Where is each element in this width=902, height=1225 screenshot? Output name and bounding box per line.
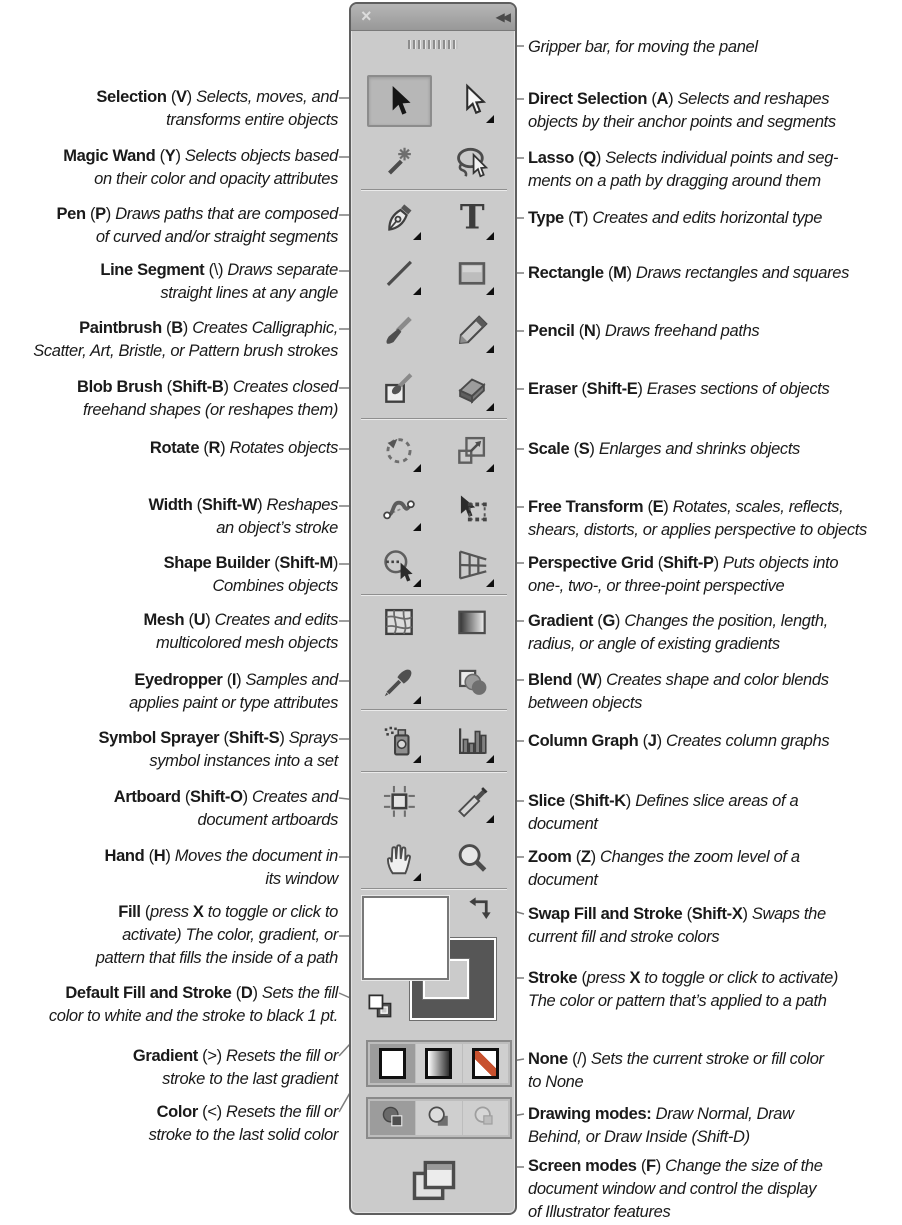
annotation-shape-builder: Shape Builder (Shift-M) Combines objects bbox=[163, 554, 338, 595]
annotation-zoom: Zoom (Z) Changes the zoom level of a document bbox=[528, 848, 800, 889]
annotation-paintbrush: Paintbrush (B) Creates Calligraphic, Scatter, Art, Bristle, or Pattern brush strokes bbox=[33, 319, 338, 360]
tool-pen[interactable] bbox=[377, 196, 421, 240]
annotation-direct-selection: Direct Selection (A) Selects and reshapes objects by their anchor points and segments bbox=[528, 90, 836, 131]
close-icon[interactable]: × bbox=[361, 6, 372, 26]
panel-titlebar bbox=[351, 4, 515, 31]
draw-inside-button[interactable] bbox=[463, 1101, 508, 1135]
mini-fill-stroke-icon bbox=[365, 1009, 395, 1024]
separator bbox=[361, 594, 507, 596]
annotation-stroke: Stroke (press X to toggle or click to activate) The color or pattern that’s applied to a path bbox=[528, 969, 839, 1010]
zoom-icon bbox=[453, 840, 491, 878]
flyout-triangle-icon bbox=[413, 873, 421, 881]
annotation-blob-brush: Blob Brush (Shift-B) Creates closed freehand shapes (or reshapes them) bbox=[77, 378, 338, 419]
annotation-pen: Pen (P) Draws paths that are composed of curved and/or straight segments bbox=[56, 205, 338, 246]
draw-normal-icon bbox=[379, 1103, 407, 1134]
tool-zoom[interactable] bbox=[450, 837, 494, 881]
tool-free-transform[interactable] bbox=[450, 487, 494, 531]
annotation-drawing-modes: Drawing modes: Draw Normal, Draw Behind, or Draw Inside (Shift-D) bbox=[528, 1105, 794, 1146]
screen-modes-icon bbox=[408, 1195, 460, 1210]
gradient-icon bbox=[453, 603, 491, 641]
flyout-triangle-icon bbox=[413, 287, 421, 295]
flyout-triangle-icon bbox=[413, 755, 421, 763]
annotation-default-fill-stroke: Default Fill and Stroke (D) Sets the fill color to white and the stroke to black 1 pt. bbox=[48, 984, 338, 1025]
annotation-rotate: Rotate (R) Rotates objects bbox=[149, 439, 338, 457]
tool-direct-selection[interactable] bbox=[450, 79, 494, 123]
separator bbox=[361, 888, 507, 890]
annotation-gradient-reset: Gradient (>) Resets the fill or stroke to the last gradient bbox=[132, 1047, 338, 1088]
tool-hand[interactable] bbox=[377, 837, 421, 881]
selection-icon bbox=[380, 82, 418, 120]
flyout-triangle-icon bbox=[486, 403, 494, 411]
separator bbox=[361, 771, 507, 773]
none-button[interactable] bbox=[463, 1044, 508, 1083]
swap-arrows-icon bbox=[465, 911, 495, 926]
tool-blend[interactable] bbox=[450, 660, 494, 704]
annotation-hand: Hand (H) Moves the document in its window bbox=[104, 847, 338, 888]
annotation-rectangle: Rectangle (M) Draws rectangles and squares bbox=[528, 264, 849, 282]
flyout-triangle-icon bbox=[486, 345, 494, 353]
annotation-lasso: Lasso (Q) Selects individual points and seg- ments on a path by dragging around them bbox=[528, 149, 839, 190]
tool-slice[interactable] bbox=[450, 779, 494, 823]
annotation-magic-wand: Magic Wand (Y) Selects objects based on their color and opacity attributes bbox=[63, 147, 338, 188]
tool-pencil[interactable] bbox=[450, 309, 494, 353]
gripper-bar[interactable] bbox=[408, 40, 458, 49]
flyout-triangle-icon bbox=[486, 232, 494, 240]
annotation-symbol-sprayer: Symbol Sprayer (Shift-S) Sprays symbol instances into a set bbox=[98, 729, 338, 770]
color-button[interactable] bbox=[370, 1044, 415, 1083]
drawing-modes-row bbox=[366, 1097, 512, 1139]
annotation-gradient-tool: Gradient (G) Changes the position, length, radius, or angle of existing gradients bbox=[528, 612, 828, 653]
tool-magic-wand[interactable] bbox=[377, 140, 421, 184]
gradient-button[interactable] bbox=[416, 1044, 461, 1083]
tool-eyedropper[interactable] bbox=[377, 660, 421, 704]
tool-blob-brush[interactable] bbox=[377, 367, 421, 411]
tool-rotate[interactable] bbox=[377, 428, 421, 472]
annotation-color-reset: Color (<) Resets the fill or stroke to the last solid color bbox=[148, 1103, 338, 1144]
flyout-triangle-icon bbox=[486, 115, 494, 123]
tool-symbol-sprayer[interactable] bbox=[377, 719, 421, 763]
tool-type[interactable] bbox=[450, 196, 494, 240]
separator bbox=[361, 709, 507, 711]
annotation-width: Width (Shift-W) Reshapes an object’s stroke bbox=[148, 496, 338, 537]
artboard-icon bbox=[380, 782, 418, 820]
mesh-icon bbox=[380, 603, 418, 641]
annotation-type: Type (T) Creates and edits horizontal type bbox=[528, 209, 823, 227]
tool-eraser[interactable] bbox=[450, 367, 494, 411]
draw-behind-button[interactable] bbox=[416, 1101, 461, 1135]
tool-column-graph[interactable] bbox=[450, 719, 494, 763]
tool-width[interactable] bbox=[377, 487, 421, 531]
right-annotation-column bbox=[528, 0, 902, 1225]
tools-panel bbox=[349, 2, 517, 1215]
gradient-swatch-icon bbox=[425, 1048, 452, 1079]
tool-paintbrush[interactable] bbox=[377, 309, 421, 353]
annotation-mesh: Mesh (U) Creates and edits multicolored mesh objects bbox=[143, 611, 338, 652]
annotation-swap-fill-stroke: Swap Fill and Stroke (Shift-X) Swaps the current fill and stroke colors bbox=[528, 905, 826, 946]
screen-modes-button[interactable] bbox=[405, 1155, 463, 1205]
separator bbox=[361, 418, 507, 420]
left-annotation-column bbox=[0, 0, 338, 1225]
collapse-panel-icon[interactable]: ◀◀ bbox=[495, 10, 508, 24]
tool-artboard[interactable] bbox=[377, 779, 421, 823]
annotation-eyedropper: Eyedropper (I) Samples and applies paint or type attributes bbox=[129, 671, 338, 712]
lasso-icon bbox=[453, 143, 491, 181]
annotation-perspective-grid: Perspective Grid (Shift-P) Puts objects into one-, two-, or three-point perspective bbox=[528, 554, 839, 595]
flyout-triangle-icon bbox=[486, 579, 494, 587]
flyout-triangle-icon bbox=[413, 523, 421, 531]
tool-mesh[interactable] bbox=[377, 600, 421, 644]
annotation-selection: Selection (V) Selects, moves, and transforms entire objects bbox=[96, 88, 338, 129]
annotation-gripper: Gripper bar, for moving the panel bbox=[528, 38, 758, 56]
annotation-pencil: Pencil (N) Draws freehand paths bbox=[528, 322, 760, 340]
annotation-none: None (/) Sets the current stroke or fill color to None bbox=[528, 1050, 824, 1091]
blend-icon bbox=[453, 663, 491, 701]
flyout-triangle-icon bbox=[413, 464, 421, 472]
flyout-triangle-icon bbox=[413, 232, 421, 240]
annotation-artboard: Artboard (Shift-O) Creates and document artboards bbox=[113, 788, 338, 829]
swap-fill-stroke-button[interactable] bbox=[464, 893, 496, 925]
draw-behind-icon bbox=[425, 1103, 453, 1134]
tool-rectangle[interactable] bbox=[450, 251, 494, 295]
flyout-triangle-icon bbox=[413, 579, 421, 587]
tool-shape-builder[interactable] bbox=[377, 543, 421, 587]
draw-normal-button[interactable] bbox=[370, 1101, 415, 1135]
annotation-fill: Fill (press X to toggle or click to activate) The color, gradient, or pattern that fills the inside of a path bbox=[95, 903, 338, 967]
tool-gradient[interactable] bbox=[450, 600, 494, 644]
tool-line-segment[interactable] bbox=[377, 251, 421, 295]
tool-scale[interactable] bbox=[450, 428, 494, 472]
tool-lasso[interactable] bbox=[450, 140, 494, 184]
annotation-line-segment: Line Segment (\) Draws separate straight lines at any angle bbox=[100, 261, 338, 302]
flyout-triangle-icon bbox=[486, 287, 494, 295]
svg-text:T: T bbox=[459, 199, 485, 237]
annotation-slice: Slice (Shift-K) Defines slice areas of a document bbox=[528, 792, 799, 833]
annotation-scale: Scale (S) Enlarges and shrinks objects bbox=[528, 440, 800, 458]
annotation-free-transform: Free Transform (E) Rotates, scales, reflects, shears, distorts, or applies perspective to objects bbox=[528, 498, 867, 539]
annotation-column-graph: Column Graph (J) Creates column graphs bbox=[528, 732, 830, 750]
tool-selection[interactable] bbox=[377, 79, 421, 123]
tool-perspective-grid[interactable] bbox=[450, 543, 494, 587]
draw-inside-icon bbox=[471, 1103, 499, 1134]
annotation-screen-modes: Screen modes (F) Change the size of the document window and control the display of Illustrator features bbox=[528, 1157, 823, 1221]
separator bbox=[361, 189, 507, 191]
color-control-row bbox=[366, 1040, 512, 1087]
magic-wand-icon bbox=[380, 143, 418, 181]
flyout-triangle-icon bbox=[486, 815, 494, 823]
color-swatch-icon bbox=[379, 1048, 406, 1079]
fill-swatch[interactable] bbox=[362, 896, 449, 980]
flyout-triangle-icon bbox=[486, 464, 494, 472]
none-swatch-icon bbox=[472, 1048, 499, 1079]
flyout-triangle-icon bbox=[413, 696, 421, 704]
paintbrush-icon bbox=[380, 312, 418, 350]
annotation-eraser: Eraser (Shift-E) Erases sections of objects bbox=[528, 380, 830, 398]
annotation-blend: Blend (W) Creates shape and color blends between objects bbox=[528, 671, 829, 712]
default-fill-stroke-button[interactable] bbox=[364, 991, 396, 1023]
free-transform-icon bbox=[453, 490, 491, 528]
blob-brush-icon bbox=[380, 370, 418, 408]
flyout-triangle-icon bbox=[486, 755, 494, 763]
